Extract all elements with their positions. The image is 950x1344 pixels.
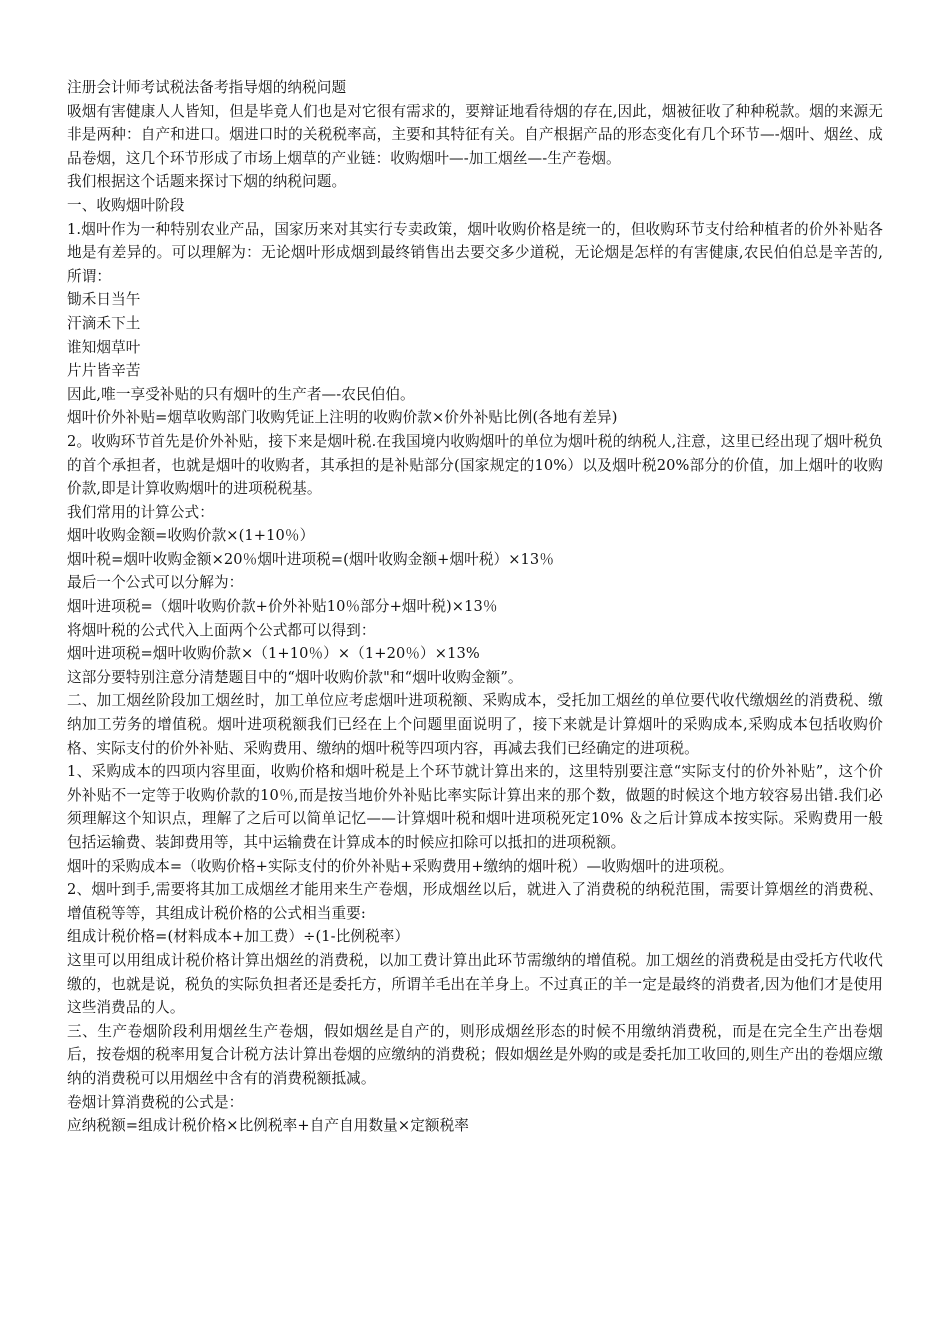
body-paragraph: 我们常用的计算公式： [67,503,214,521]
intro-paragraph: 吸烟有害健康人人皆知，但是毕竟人们也是对它很有需求的，要辩证地看待烟的存在,因此，烟被征收了种种税款。烟的来源无非是两种：自产和进口。烟进口时的关税税率高，主要和其特征有关。自产根据产品的形态变化有几个环节—-烟叶、烟丝、成品卷烟，这几个环节形成了市场上烟草的产业链：收购烟叶—-加工烟丝—-生产卷烟。 [67,102,883,167]
section-paragraph-2: 二、加工烟丝阶段加工烟丝时，加工单位应考虑烟叶进项税额、采购成本，受托加工烟丝的单位要代收代缴烟丝的消费税、缴纳加工劳务的增值税。烟叶进项税额我们已经在上个问题里面说明了，接下来就是计算烟叶的采购成本,采购成本包括收购价格、实际支付的价外补贴、采购费用、缴纳的烟叶税等四项内容，再减去我们已经确定的进项税。 [67,692,883,757]
body-paragraph: 将烟叶税的公式代入上面两个公式都可以得到： [67,621,376,639]
section-paragraph-3: 三、生产卷烟阶段利用烟丝生产卷烟，假如烟丝是自产的，则形成烟丝形态的时候不用缴纳消费税，而是在完全生产出卷烟后，按卷烟的税率用复合计税方法计算出卷烟的应缴纳的消费税；假如烟丝是外购的或是委托加工收回的,则生产出的卷烟应缴纳的消费税可以用烟丝中含有的消费税额抵减。 [67,1022,883,1087]
formula-line: 应纳税额=组成计税价格×比例税率+自产自用数量×定额税率 [67,1117,469,1135]
poem-line: 汗滴禾下土 [67,314,141,332]
formula-line: 烟叶的采购成本=（收购价格+实际支付的价外补贴+采购费用+缴纳的烟叶税）—收购烟叶的进项税。 [67,857,734,875]
body-paragraph: 1.烟叶作为一种特别农业产品，国家历来对其实行专卖政策，烟叶收购价格是统一的，但收购环节支付给种植者的价外补贴各地是有差异的。可以理解为：无论烟叶形成烟到最终销售出去要交多少道税，无论烟是怎样的有害健康,农民伯伯总是辛苦的,所谓： [67,220,883,285]
body-paragraph: 卷烟计算消费税的公式是： [67,1093,244,1111]
formula-line: 烟叶税=烟叶收购金额×20％烟叶进项税=(烟叶收购金额+烟叶税）×13％ [67,550,555,568]
body-paragraph: 因此,唯一享受补贴的只有烟叶的生产者—-农民伯伯。 [67,385,415,403]
poem-line: 锄禾日当午 [67,291,141,309]
section-heading-1: 一、收购烟叶阶段 [67,196,185,214]
formula-line: 烟叶价外补贴=烟草收购部门收购凭证上注明的收购价款×价外补贴比例(各地有差异) [67,409,618,427]
poem-line: 谁知烟草叶 [67,338,141,356]
formula-line: 烟叶进项税=（烟叶收购价款+价外补贴10％部分+烟叶税)×13％ [67,598,498,616]
formula-line: 烟叶收购金额=收购价款×(1+10％） [67,527,315,545]
formula-line: 组成计税价格=(材料成本+加工费）÷(1-比例税率） [67,928,410,946]
topic-paragraph: 我们根据这个话题来探讨下烟的纳税问题。 [67,173,347,191]
body-paragraph: 2。收购环节首先是价外补贴，接下来是烟叶税.在我国境内收购烟叶的单位为烟叶税的纳税人,注意，这里已经出现了烟叶税负的首个承担者，也就是烟叶的收购者，其承担的是补贴部分(国家规定的10%）以及烟叶税20%部分的价值，加上烟叶的收购价款,即是计算收购烟叶的进项税税基。 [67,432,883,498]
document-title: 注册会计师考试税法备考指导烟的纳税问题 [67,79,347,96]
body-paragraph: 这部分要特别注意分清楚题目中的“烟叶收购价款"和“烟叶收购金额”。 [67,668,523,686]
body-paragraph: 1、采购成本的四项内容里面，收购价格和烟叶税是上个环节就计算出来的，这里特别要注意“实际支付的价外补贴”，这个价外补贴不一定等于收购价款的10％,而是按当地价外补贴比率实际计算出来的那个数，做题的时候这个地方较容易出错.我们必须理解这个知识点，理解了之后可以简单记忆——计算烟叶税和烟叶进项税死定10% ＆之后计算成本按实际。采购费用一般包括运输费、装卸费用等，其中运输费在计算成本的时候应扣除可以抵扣的进项税额。 [67,763,883,851]
formula-line: 烟叶进项税=烟叶收购价款×（1+10％）×（1+20％）×13% [67,645,480,663]
poem-line: 片片皆辛苦 [67,362,141,380]
body-paragraph: 最后一个公式可以分解为： [67,574,244,592]
document-page [67,76,883,1138]
body-paragraph: 这里可以用组成计税价格计算出烟丝的消费税，以加工费计算出此环节需缴纳的增值税。加工烟丝的消费税是由受托方代收代缴的，也就是说，税负的实际负担者还是委托方，所谓羊毛出在羊身上。不过真正的羊一定是最终的消费者,因为他们才是使用这些消费品的人。 [67,951,883,1017]
body-paragraph: 2、烟叶到手,需要将其加工成烟丝才能用来生产卷烟，形成烟丝以后，就进入了消费税的纳税范围，需要计算烟丝的消费税、增值税等等，其组成计税价格的公式相当重要: [67,881,883,922]
